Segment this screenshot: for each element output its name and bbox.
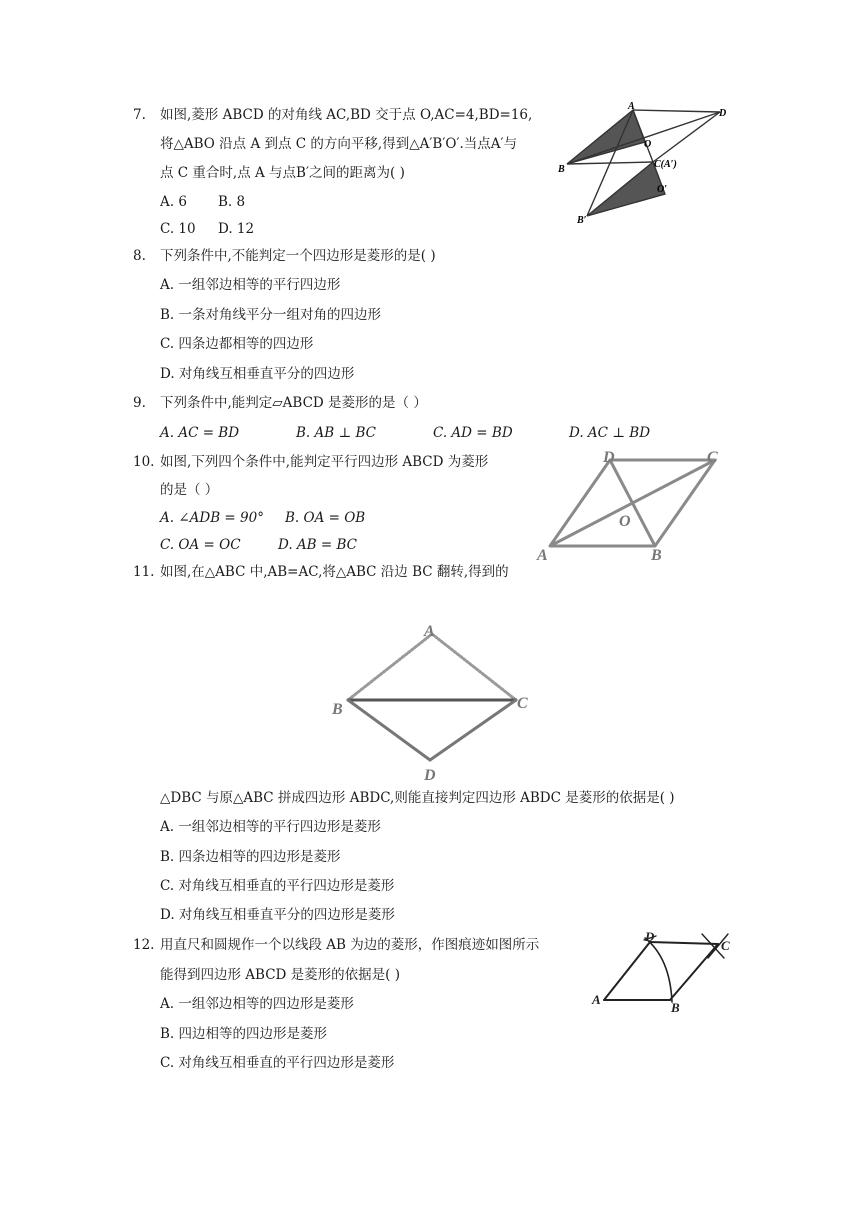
- option-b: B. 一条对角线平分一组对角的四边形: [160, 307, 382, 323]
- question-text-line: 下列条件中,不能判定一个四边形是菱形的是( ): [160, 248, 436, 264]
- triangle-flip-figure: [330, 620, 540, 785]
- label-d: D: [603, 449, 615, 466]
- question-text-line: 如图,在△ABC 中,AB=AC,将△ABC 沿边 BC 翻转,得到的: [160, 564, 509, 580]
- option-c: C. 四条边都相等的四边形: [160, 336, 314, 352]
- question-number: 7.: [133, 107, 146, 123]
- option-a: A. ∠ADB = 90°: [160, 510, 264, 526]
- label-o: O: [644, 139, 652, 150]
- option-c: C. 对角线互相垂直的平行四边形是菱形: [160, 878, 395, 894]
- option-c: C. OA = OC: [160, 537, 241, 553]
- option-a: A. 一组邻边相等的平行四边形是菱形: [160, 819, 381, 835]
- parallelogram-figure: [535, 448, 730, 568]
- option-b: B. OA = OB: [285, 510, 366, 526]
- option-d: D. 对角线互相垂直平分的四边形: [160, 366, 355, 382]
- label-c-a-prime: C(A′): [654, 159, 677, 170]
- question-text-line: 的是（ ）: [160, 482, 219, 498]
- label-o-prime: O′: [657, 184, 668, 195]
- question-number: 8.: [133, 248, 146, 264]
- question-number: 11.: [133, 564, 155, 580]
- label-c: C: [721, 938, 730, 953]
- option-d: D. 对角线互相垂直平分的四边形是菱形: [160, 907, 395, 923]
- question-text-line: 能得到四边形 ABCD 是菱形的依据是( ): [160, 967, 400, 983]
- option-c: C. 10: [160, 221, 196, 237]
- label-b: B: [558, 164, 565, 175]
- option-b: B. 8: [218, 194, 246, 210]
- question-number: 10.: [133, 454, 155, 470]
- question-text-line: 下列条件中,能判定▱ABCD 是菱形的是（ ）: [160, 395, 427, 411]
- label-o: O: [619, 513, 631, 530]
- label-a: A: [424, 623, 435, 640]
- label-b: B: [332, 701, 343, 718]
- question-text-line: 如图,下列四个条件中,能判定平行四边形 ABCD 为菱形: [160, 454, 489, 470]
- label-d: D: [719, 108, 727, 119]
- rhombus-translation-figure: [555, 100, 735, 225]
- label-b: B: [651, 547, 662, 564]
- option-d: D. AC ⊥ BD: [569, 425, 651, 441]
- option-b: B. AB ⊥ BC: [296, 425, 376, 441]
- label-a: A: [628, 101, 635, 112]
- label-c: C: [707, 449, 718, 466]
- question-text-line: 如图,菱形 ABCD 的对角线 AC,BD 交于点 O,AC=4,BD=16,: [160, 107, 533, 123]
- label-b: B: [671, 1000, 680, 1015]
- option-b: B. 四条边相等的四边形是菱形: [160, 849, 341, 865]
- label-b-prime: B′: [577, 215, 587, 226]
- question-text-line: 用直尺和圆规作一个以线段 AB 为边的菱形，作图痕迹如图所示: [160, 937, 540, 953]
- label-d: D: [645, 929, 655, 944]
- option-d: D. 12: [218, 221, 255, 237]
- option-a: A. 一组邻边相等的平行四边形: [160, 277, 341, 293]
- question-text-line: 将△ABO 沿点 A 到点 C 的方向平移,得到△A′B′O′.当点A′与: [160, 136, 518, 152]
- option-b: B. 四边相等的四边形是菱形: [160, 1026, 328, 1042]
- question-text-line: 点 C 重合时,点 A 与点B′之间的距离为( ): [160, 165, 405, 181]
- question-number: 12.: [133, 937, 155, 953]
- label-d: D: [424, 767, 436, 784]
- label-a: A: [537, 547, 548, 564]
- question-text-line: △DBC 与原△ABC 拼成四边形 ABDC,则能直接判定四边形 ABDC 是菱形的依据是( ): [160, 790, 675, 806]
- option-c: C. AD = BD: [433, 425, 513, 441]
- option-d: D. AB = BC: [278, 537, 357, 553]
- label-c: C: [517, 695, 528, 712]
- option-c: C. 对角线互相垂直的平行四边形是菱形: [160, 1055, 395, 1071]
- compass-construction-figure: [590, 928, 735, 1018]
- option-a: A. AC = BD: [160, 425, 240, 441]
- label-a: A: [592, 992, 601, 1007]
- option-a: A. 6: [160, 194, 187, 210]
- question-number: 9.: [133, 395, 146, 411]
- option-a: A. 一组邻边相等的四边形是菱形: [160, 996, 354, 1012]
